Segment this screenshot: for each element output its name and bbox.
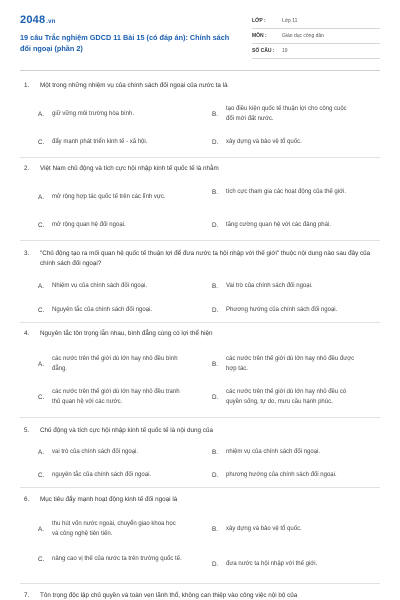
question-text: Việt Nam chủ động và tích cực hội nhập kinh tế quốc tế là nhằm [40,165,219,172]
answer-option-5a[interactable] [38,448,182,458]
option-letter: C. [38,472,45,479]
option-letter: C. [38,393,45,401]
option-letter: D. [212,561,219,568]
answer-option-4d[interactable] [212,388,356,407]
option-letter: A. [38,194,44,201]
page-title: 19 câu Trắc nghiệm GDCD 11 Bài 15 (có đáp án): Chính sách đối ngoại (phần 2) [20,33,230,53]
meta-row-subject [252,29,380,44]
answer-option-1c[interactable] [38,138,182,148]
question-divider [20,240,380,241]
question-7 [24,591,374,600]
answer-option-6c[interactable] [38,555,182,565]
option-text: các nước trên thế giới dù lớn hay nhỏ đều có quyền sống, tự do, mưu cầu hạnh phúc. [226,389,347,405]
answer-option-1a[interactable] [38,110,182,120]
question-text: Một trong những nhiệm vụ của chính sách đối ngoại của nước ta là [40,82,228,89]
option-text: tạo điều kiện quốc tế thuận lợi cho công cuộc đổi mới đất nước. [226,106,347,122]
answer-option-3a[interactable] [38,282,182,292]
option-text: vai trò của chính sách đối ngoại. [52,449,139,455]
question-4 [24,329,374,339]
meta-row-count [252,44,380,59]
meta-table [252,14,380,59]
question-divider [20,583,380,584]
option-letter: C. [38,307,45,314]
answer-option-2c[interactable] [38,221,182,231]
meta-value: 19 [282,48,288,54]
option-letter: A. [38,449,44,456]
option-letter: B. [212,526,218,533]
option-text: Nhiệm vụ của chính sách đối ngoại. [52,283,148,289]
option-text: các nước trên thế giới dù lớn hay nhỏ đều được hợp tác. [226,356,355,372]
option-letter: A. [38,360,44,368]
meta-label: MÔN : [252,33,267,39]
option-text: mở rộng hợp tác quốc tế trên các lĩnh vực. [52,194,166,200]
option-text: các nước trên thế giới dù lớn hay nhỏ đều bình đẳng. [52,356,178,372]
option-text: nhiệm vụ của chính sách đối ngoại. [226,449,321,455]
option-letter: C. [38,556,45,563]
question-text: Mục tiêu đẩy mạnh hoạt động kinh tế đối ngoại là [40,496,178,503]
option-text: Phương hướng của chính sách đối ngoại. [226,307,338,313]
answer-option-3d[interactable] [212,306,356,316]
question-divider [20,322,380,323]
option-letter: C. [38,222,45,229]
option-text: đẩy mạnh phát triển kinh tế - xã hội. [52,139,148,145]
option-letter: B. [212,449,218,456]
option-letter: A. [38,111,44,118]
answer-option-1d[interactable] [212,138,356,148]
logo-suffix: .vn [46,19,56,25]
answer-option-1b[interactable] [212,105,356,124]
option-text: mở rộng quan hệ đối ngoại. [52,222,126,228]
answer-option-6a[interactable] [38,520,182,539]
option-text: các nước trên thế giới dù lớn hay nhỏ đều tranh thủ quan hệ với các nước. [52,389,180,405]
option-letter: D. [212,222,219,229]
option-letter: B. [212,189,218,196]
question-text: Chủ động và tích cực hội nhập kinh tế quốc tế là nội dung của [40,427,213,434]
answer-option-4a[interactable] [38,355,182,374]
option-letter: D. [212,472,219,479]
answer-option-2b[interactable] [212,188,356,198]
answer-option-6b[interactable] [212,525,356,535]
option-text: giữ vững môi trường hòa bình. [52,111,135,117]
meta-value: Lớp 11 [282,18,298,24]
answer-option-5d[interactable] [212,471,356,481]
question-number: 7. [24,592,30,599]
answer-option-3c[interactable] [38,306,182,316]
meta-label: LỚP : [252,18,266,24]
answer-option-5b[interactable] [212,448,356,458]
question-text: "Chủ động tạo ra mối quan hệ quốc tế thuận lợi để đưa nước ta hội nhập với thế giới" thuộc nội dung nào sau đây của chính sách đối ngoại? [40,250,371,267]
option-text: đưa nước ta hội nhập với thế giới. [226,561,318,567]
option-text: tích cực tham gia các hoạt động của thế giới. [226,189,347,195]
option-text: phương hướng của chính sách đối ngoại. [226,472,337,478]
option-text: xây dựng và bảo vệ tổ quốc. [226,526,302,532]
meta-row-grade [252,14,380,29]
question-divider [20,157,380,158]
option-text: xây dựng và bảo vệ tổ quốc. [226,139,302,145]
answer-option-6d[interactable] [212,560,356,570]
question-text: Nguyên tắc tôn trọng lẫn nhau, bình đẳng cùng có lợi thể hiện [40,330,213,337]
option-letter: B. [212,110,218,118]
question-number: 1. [24,82,30,89]
meta-label: SỐ CÂU : [252,48,275,54]
question-number: 5. [24,427,30,434]
question-6 [24,495,374,505]
option-letter: C. [38,139,45,146]
question-2 [24,164,374,174]
option-letter: B. [212,283,218,290]
logo-main: 2048 [20,14,46,26]
meta-value: Giáo dục công dân [282,33,324,39]
option-letter: D. [212,307,219,314]
question-number: 4. [24,330,30,337]
answer-option-2d[interactable] [212,221,356,231]
question-number: 3. [24,250,30,257]
answer-option-4b[interactable] [212,355,356,374]
header-divider [20,70,380,71]
option-text: Vai trò của chính sách đối ngoại. [226,283,313,289]
question-divider [20,487,380,488]
question-3 [24,249,374,269]
option-letter: D. [212,139,219,146]
answer-option-2a[interactable] [38,193,182,203]
question-number: 6. [24,496,30,503]
question-5 [24,426,374,436]
answer-option-4c[interactable] [38,388,182,407]
option-letter: D. [212,393,219,401]
question-1 [24,81,374,91]
site-logo[interactable] [20,14,56,26]
answer-option-5c[interactable] [38,471,182,481]
option-text: Nguyên tắc của chính sách đối ngoại. [52,307,153,313]
option-letter: A. [38,525,44,533]
question-divider [20,417,380,418]
answer-option-3b[interactable] [212,282,356,292]
option-letter: A. [38,283,44,290]
option-text: tăng cường quan hệ với các đảng phái. [226,222,331,228]
option-text: nguyên tắc của chính sách đối ngoại. [52,472,152,478]
question-number: 2. [24,165,30,172]
option-text: thu hút vốn nước ngoài, chuyển giao khoa học và công nghệ tiên tiến. [52,521,176,537]
option-letter: B. [212,360,218,368]
question-text: Tôn trọng độc lập chủ quyền và toàn vẹn lãnh thổ, không can thiệp vào công việc nội bộ của [40,592,298,599]
page-header [20,14,380,60]
option-text: nâng cao vị thế của nước ta trên trường quốc tế. [52,556,182,562]
